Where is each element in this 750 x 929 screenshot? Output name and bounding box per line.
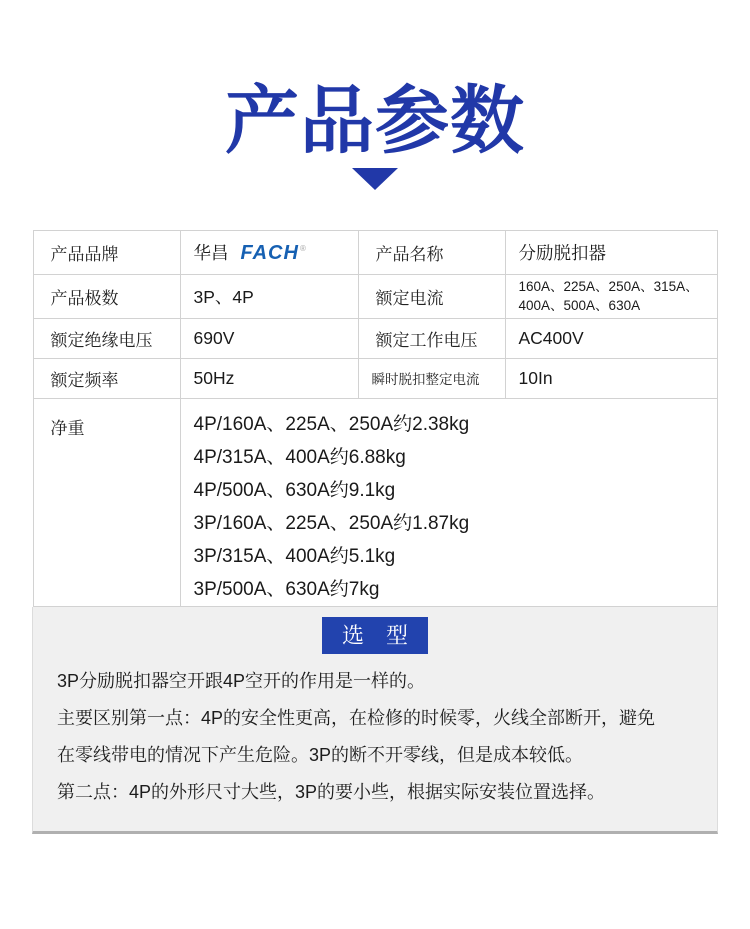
poles-value: 3P、4P [180, 274, 358, 318]
selection-section [32, 607, 718, 834]
poles-label: 产品极数 [33, 274, 180, 318]
rated-current-value: 160A、225A、250A、315A、 400A、500A、630A [505, 274, 717, 318]
table-row [33, 318, 717, 358]
weight-line: 3P/315A、400A约5.1kg [193, 545, 396, 567]
product-name-value: 分励脱扣器 [505, 230, 717, 274]
working-voltage-value: AC400V [505, 318, 717, 358]
instant-trip-label: 瞬时脱扣整定电流 [358, 358, 505, 398]
frequency-value: 50Hz [180, 358, 358, 398]
spec-table [33, 230, 718, 607]
selection-text [33, 654, 717, 811]
instant-trip-value: 10In [505, 358, 717, 398]
net-weight-value [180, 398, 717, 606]
weight-line: 3P/160A、225A、250A约1.87kg [193, 512, 470, 534]
working-voltage-label: 额定工作电压 [358, 318, 505, 358]
frequency-label: 额定频率 [33, 358, 180, 398]
brand-label: 产品品牌 [33, 230, 180, 274]
table-row-net-weight [33, 398, 717, 606]
weight-line: 4P/160A、225A、250A约2.38kg [193, 413, 470, 435]
fach-brand-logo: FACH® [240, 241, 307, 264]
selection-badge: 选 型 [322, 617, 428, 654]
product-parameters-page [0, 79, 750, 834]
table-row [33, 230, 717, 274]
selection-paragraph: 第二点：4P的外形尺寸大些，3P的要小些，根据实际安装位置选择。 [57, 781, 606, 802]
product-name-label: 产品名称 [358, 230, 505, 274]
insulation-voltage-label: 额定绝缘电压 [33, 318, 180, 358]
page-title: 产品参数 [225, 79, 525, 162]
registered-trademark-icon: ® [299, 244, 307, 254]
down-triangle-icon [352, 168, 398, 190]
brand-value [180, 230, 358, 274]
selection-paragraph: 3P分励脱扣器空开跟4P空开的作用是一样的。 [57, 670, 426, 691]
table-row [33, 274, 717, 318]
insulation-voltage-value: 690V [180, 318, 358, 358]
rated-current-label: 额定电流 [358, 274, 505, 318]
weight-line: 4P/315A、400A约6.88kg [193, 446, 406, 468]
selection-paragraph: 主要区别第一点：4P的安全性更高，在检修的时候零，火线全部断开，避免在零线带电的情况下产生危险。3P的断不开零线，但是成本较低。 [57, 707, 656, 765]
weight-line: 3P/500A、630A约7kg [193, 578, 380, 600]
table-row [33, 358, 717, 398]
weight-line: 4P/500A、630A约9.1kg [193, 479, 396, 501]
brand-name-text: 华昌 [193, 242, 229, 263]
net-weight-label: 净重 [33, 398, 180, 606]
